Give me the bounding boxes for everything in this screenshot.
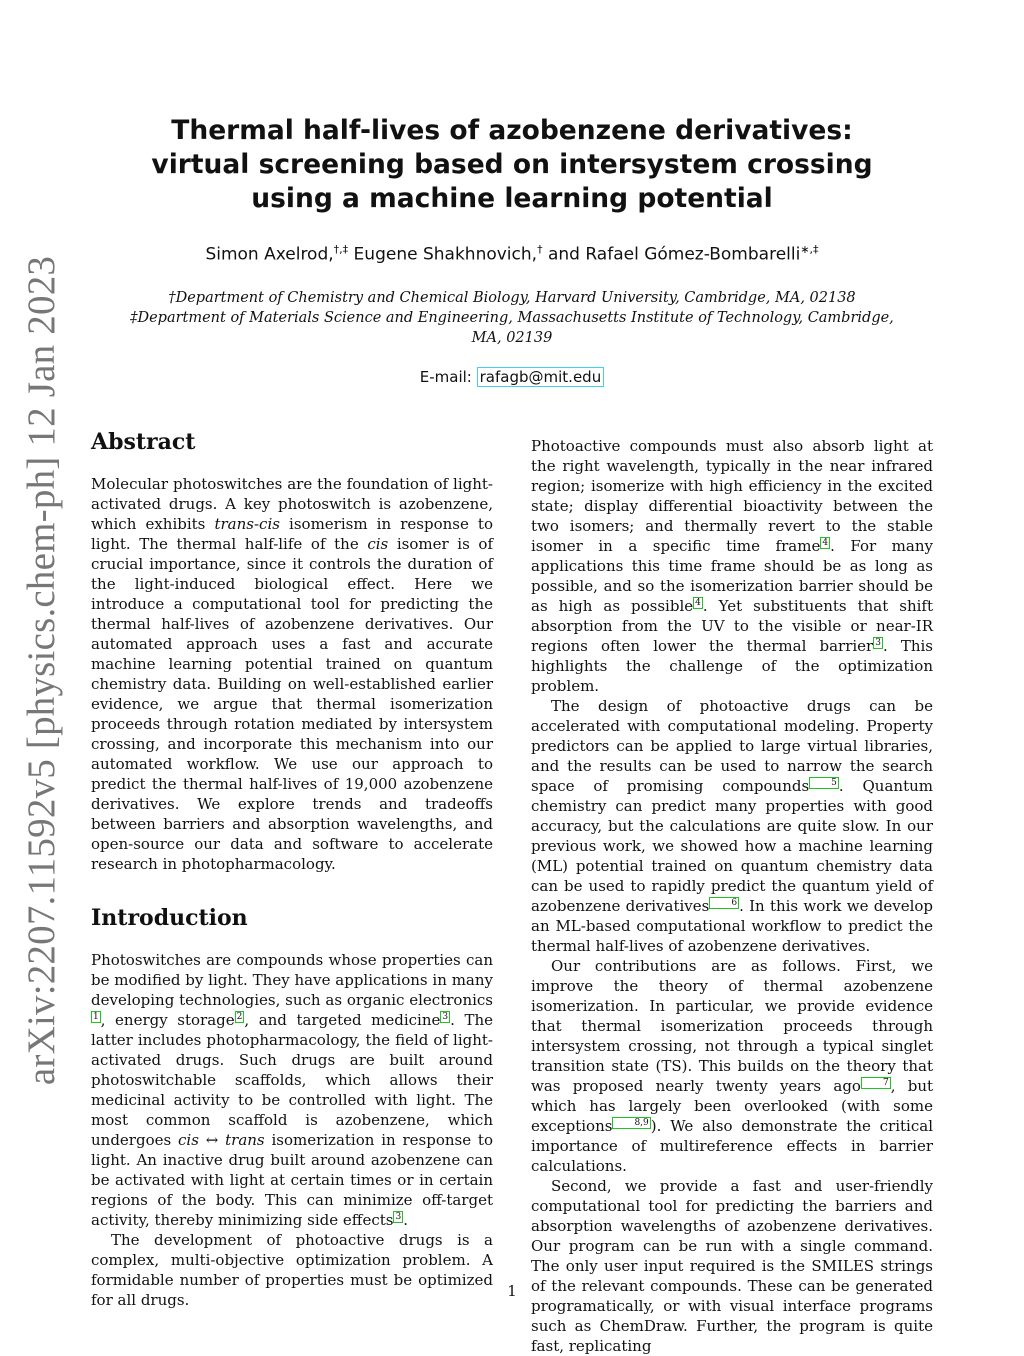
citation-link[interactable]: 6: [709, 897, 739, 909]
affiliation-mit: ‡Department of Materials Science and Engineering, Massachusetts Institute of Technology, Cambridge, MA, 02139: [130, 310, 894, 346]
email-link[interactable]: rafagb@mit.edu: [477, 367, 605, 387]
arxiv-stamp: arXiv:2207.11592v5 [physics.chem-ph] 12 Jan 2023: [20, 255, 64, 1085]
citation-link[interactable]: 8,9: [612, 1117, 650, 1129]
author-gomez-bombarelli: and Rafael Gómez-Bombarelli: [542, 244, 801, 265]
citation-link[interactable]: 3: [395, 1212, 402, 1222]
citation-link[interactable]: 3: [442, 1012, 449, 1022]
email-line: [120, 367, 904, 387]
page-number: 1: [507, 1282, 517, 1300]
right-paragraph-1: Photoactive compounds must also absorb light at the right wavelength, typically in the near infrared region; isomerize with high efficiency in the excited state; display differential bioactivity between the two isomers; and thermally revert to the stable isomer in a specific time frame 4 . For many applications this time frame should be as long as possible, and so the isomerization barrier should be as high as possible 4 . Yet substituents that shift absorption from the UV to the visible or near-IR regions often lower the thermal barrier 3 . This highlights the challenge of the optimization problem.: [531, 437, 933, 695]
citation-link[interactable]: 7: [861, 1077, 891, 1089]
right-paragraph-4: Second, we provide a fast and user-friendly computational tool for predicting the barriers and absorption wavelengths of azobenzene derivatives. Our program can be run with a single command. The only user input required is the SMILES strings of the relevant compounds. These can be generated programatically, or with visual interface programs such as ChemDraw. Further, the program is quite fast, replicating: [531, 1177, 933, 1355]
citation-link[interactable]: 5: [809, 777, 839, 789]
author-gomez-bombarelli-marks: ∗,‡: [800, 243, 819, 256]
abstract-heading: Abstract: [91, 429, 196, 455]
author-shakhnovich: Eugene Shakhnovich,: [348, 244, 538, 265]
citation-link[interactable]: 2: [236, 1012, 243, 1022]
right-paragraph-3: Our contributions are as follows. First, we improve the theory of thermal azobenzene isomerization. In particular, we provide evidence that thermal isomerization proceeds through intersystem crossing, not through a typical singlet transition state (TS). This builds on the theory that was proposed nearly twenty years ago 7 , but which has largely been overlooked (with some exceptions 8,9 ). We also demonstrate the critical importance of multireference effects in barrier calculations.: [531, 957, 934, 1175]
intro-paragraph-2: The development of photoactive drugs is a complex, multi-objective optimization problem. A formidable number of properties must be optimized for all drugs.: [91, 1231, 493, 1309]
citation-link[interactable]: 4: [822, 538, 829, 548]
introduction-heading: Introduction: [91, 905, 248, 931]
paper-title: Thermal half-lives of azobenzene derivatives: virtual screening based on intersystem crossing using a machine learning potential: [151, 115, 873, 214]
author-axelrod-marks: †,‡: [333, 243, 349, 256]
arxiv-stamp-container: [12, 255, 72, 1085]
author-list: [120, 243, 904, 265]
left-column: [91, 428, 493, 1310]
author-shakhnovich-marks: †: [537, 243, 543, 256]
citation-link[interactable]: 4: [695, 598, 701, 608]
abstract-text: Molecular photoswitches are the foundation of light-activated drugs. A key photoswitch is azobenzene, which exhibits trans-cis isomerism in response to light. The thermal half-life of the cis isomer is of crucial importance, since it controls the duration of the light-induced biological effect. Here we introduce a computational tool for predicting the thermal half-lives of azobenzene derivatives. Our automated approach uses a fast and accurate machine learning potential trained on quantum chemistry data. Building on well-established earlier evidence, we argue that thermal isomerization proceeds through rotation mediated by intersystem crossing, and incorporate this mechanism into our automated workflow. We use our approach to predict the thermal half-lives of 19,000 azobenzene derivatives. We explore trends and tradeoffs between barriers and absorption wavelengths, and open-source our data and software to accelerate research in photopharmacology.: [91, 475, 493, 873]
affiliation-harvard: †Department of Chemistry and Chemical Biology, Harvard University, Cambridge, MA, 02138: [168, 290, 856, 306]
right-paragraph-2: The design of photoactive drugs can be accelerated with computational modeling. Property predictors can be applied to large virtual libraries, and the results can be used to narrow the search space of promising compounds 5 . Quantum chemistry can predict many properties with good accuracy, but the calculations are quite slow. In our previous work, we showed how a machine learning (ML) potential trained on quantum chemistry data can be used to rapidly predict the quantum yield of azobenzene derivatives 6 . In this work we develop an ML-based computational workflow to predict the thermal half-lives of azobenzene derivatives.: [531, 697, 934, 955]
intro-paragraph-1: Photoswitches are compounds whose properties can be modified by light. They have applications in many developing technologies, such as organic electronics1 , energy storage 2 , and targeted medicine 3 . The latter includes photopharmacology, the field of light-activated drugs. Such drugs are built around photoswitchable scaffolds, which allows their medicinal activity to be controlled with light. The most common scaffold is azobenzene, which undergoes cis ↔ trans isomerization in response to light. An inactive drug built around azobenzene can be activated with light at certain times or in certain regions of the body. This can minimize off-target activity, thereby minimizing side effects 3 .: [91, 951, 493, 1229]
right-column: [531, 436, 933, 1356]
email-label: E-mail:: [419, 368, 477, 386]
citation-link[interactable]: 1: [93, 1012, 99, 1022]
affiliations: [120, 288, 904, 348]
citation-link[interactable]: 3: [875, 638, 881, 648]
author-axelrod: Simon Axelrod,: [205, 244, 334, 265]
